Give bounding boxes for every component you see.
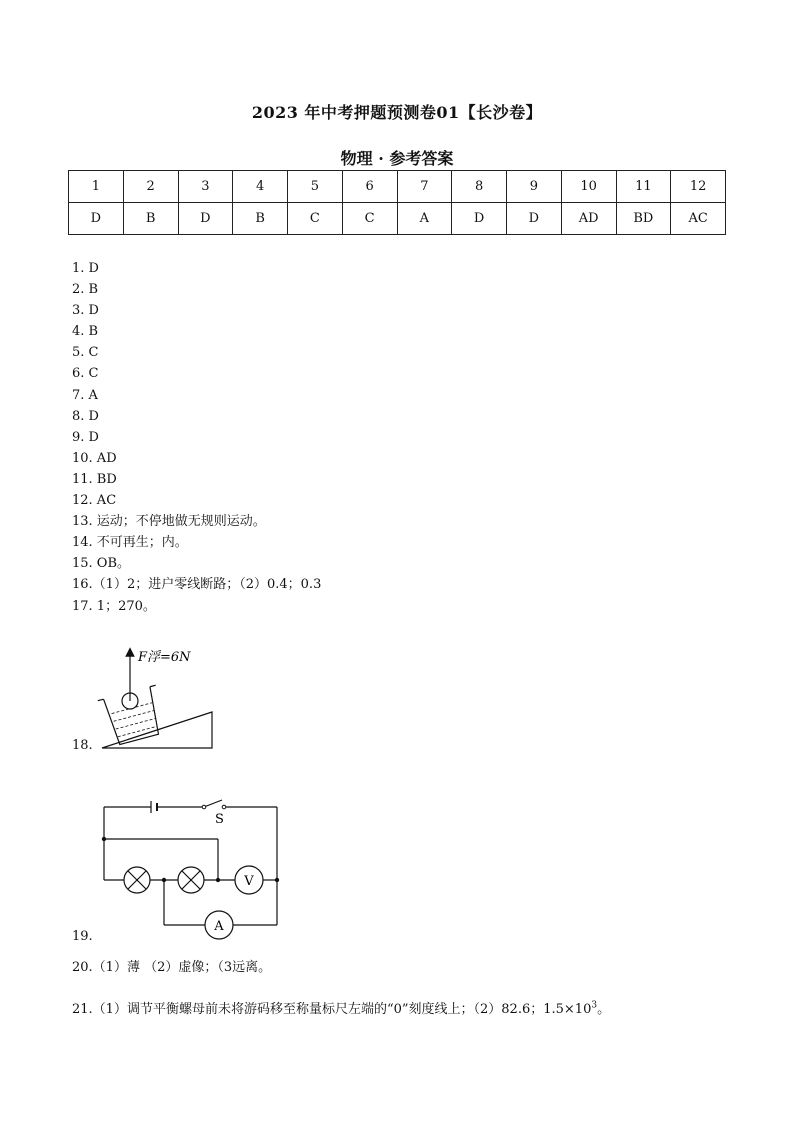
force-label: F浮=6N [138, 650, 191, 665]
table-cell-number: 9 [507, 171, 562, 203]
incline-shape [102, 712, 212, 748]
answer-line: 14. 不可再生；内。 [72, 535, 188, 551]
answer-line: 6. C [72, 366, 99, 382]
table-cell-number: 5 [288, 171, 343, 203]
junction-dot [102, 837, 106, 841]
switch-blade [204, 800, 222, 807]
table-cell-answer: BD [616, 203, 671, 235]
lamp-2-icon [178, 867, 204, 893]
answer-line: 4. B [72, 324, 99, 340]
table-cell-answer: D [507, 203, 562, 235]
table-cell-number: 10 [561, 171, 616, 203]
answer-20: 20.（1）薄 （2）虚像；（3远离。 [72, 960, 272, 975]
table-cell-answer: D [452, 203, 507, 235]
answer-line: 16.（1）2；进户零线断路；（2）0.4；0.3 [72, 577, 322, 593]
answer-line: 1. D [72, 261, 99, 276]
buoyancy-figure [72, 640, 272, 760]
answer-line: 8. D [72, 408, 99, 424]
table-cell-number: 6 [342, 171, 397, 203]
answer-line: 11. BD [72, 471, 117, 487]
junction-dot [216, 878, 220, 882]
table-cell-answer: A [397, 203, 452, 235]
answer-line: 13. 运动；不停地做无规则运动。 [72, 514, 266, 530]
answer-line: 7. A [72, 387, 98, 403]
buoyancy-diagram [72, 640, 272, 760]
table-cell-answer: AC [671, 203, 726, 235]
ammeter-label: A [214, 919, 224, 934]
switch-contact [222, 805, 226, 809]
answer-table-numbers-row [69, 171, 726, 203]
table-cell-answer: AD [561, 203, 616, 235]
lamp-1-icon [124, 867, 150, 893]
table-cell-number: 8 [452, 171, 507, 203]
table-cell-number: 4 [233, 171, 288, 203]
table-cell-answer: B [233, 203, 288, 235]
switch-label: S [215, 812, 224, 827]
question-number: 18. [72, 738, 93, 753]
answer-line: 10. AD [72, 450, 117, 466]
answer-21-end: 。 [597, 1002, 611, 1017]
table-cell-answer: D [69, 203, 124, 235]
answer-21-text: 21.（1）调节平衡螺母前未将游码移至称量标尺左端的“0”刻度线上；（2）82.6；1.5×10 [72, 1002, 592, 1017]
answer-line: 15. OB。 [72, 556, 131, 572]
answer-line: 3. D [72, 303, 99, 319]
table-cell-answer: D [178, 203, 233, 235]
table-cell-answer: C [342, 203, 397, 235]
answer-line: 2. B [72, 282, 99, 298]
table-cell-number: 12 [671, 171, 726, 203]
table-cell-number: 11 [616, 171, 671, 203]
table-cell-number: 3 [178, 171, 233, 203]
voltmeter-label: V [244, 874, 254, 889]
junction-dot [275, 878, 279, 882]
table-cell-answer: B [123, 203, 178, 235]
answer-table-answers-row [69, 203, 726, 235]
page-title: 2023 年中考押题预测卷01【长沙卷】 [251, 103, 543, 122]
page-subtitle: 物理 · 参考答案 [340, 149, 454, 168]
answer-21-exponent: 3 [591, 1000, 598, 1011]
question-number: 19. [72, 929, 93, 944]
answer-line: 5. C [72, 345, 99, 361]
table-cell-number: 2 [123, 171, 178, 203]
answer-line: 9. D [72, 429, 99, 445]
table-cell-number: 1 [69, 171, 124, 203]
table-cell-answer: C [288, 203, 343, 235]
junction-dot [162, 878, 166, 882]
answer-table [68, 170, 726, 235]
circuit-diagram [72, 795, 302, 945]
answer-line: 17. 1；270。 [72, 598, 156, 614]
switch-contact [202, 805, 206, 809]
answer-21 [72, 998, 610, 1017]
table-cell-number: 7 [397, 171, 452, 203]
answer-line: 12. AC [72, 493, 117, 509]
answer-list [72, 258, 321, 617]
circuit-figure [72, 795, 302, 945]
